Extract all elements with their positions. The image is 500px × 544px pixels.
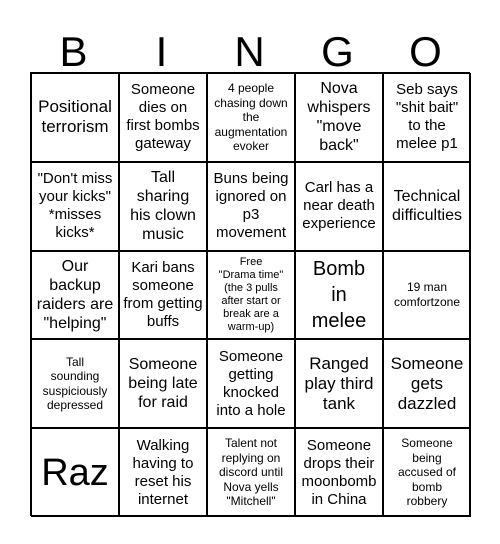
cell-text: Positional terrorism: [38, 97, 112, 137]
header-letter-b: B: [59, 28, 89, 75]
cell-text: Free "Drama time" (the 3 pulls after start or break are a warm-up): [218, 255, 284, 333]
cell-text: Nova whispers "move back": [307, 80, 371, 155]
cell-text: Someone being late for raid: [128, 356, 198, 412]
cell-text: Tall sounding suspiciously depressed: [42, 354, 108, 413]
header-letter-i: I: [155, 28, 169, 75]
cell-text: Our backup raiders are "helping": [36, 257, 114, 332]
header-letter-n: N: [234, 28, 266, 75]
cell-text: 19 man comfortzone: [393, 280, 461, 309]
bingo-cell[interactable]: [383, 339, 471, 428]
bingo-cell[interactable]: [295, 162, 383, 251]
header-letter-o: O: [409, 28, 443, 75]
cell-text: Seb says "shit bait" to the melee p1: [395, 81, 459, 153]
cell-text: Walking having to reset his internet: [132, 436, 194, 508]
bingo-cell[interactable]: [31, 339, 119, 428]
bingo-cell[interactable]: [207, 428, 295, 517]
cell-text: Kari bans someone from getting buffs: [123, 258, 203, 330]
cell-text: Bomb in melee: [311, 257, 367, 332]
bingo-cell[interactable]: [31, 73, 119, 162]
bingo-cell[interactable]: [383, 251, 471, 340]
cell-text: Tall sharing his clown music: [130, 169, 196, 244]
bingo-cell[interactable]: [31, 428, 119, 517]
bingo-cell[interactable]: [295, 251, 383, 340]
cell-text: Talent not replying on discord until Nova yells "Mitchell": [218, 436, 284, 509]
bingo-cell[interactable]: [383, 162, 471, 251]
bingo-cell[interactable]: [119, 339, 207, 428]
bingo-grid: [30, 72, 470, 516]
cell-text: 4 people chasing down the augmentation evoker: [214, 81, 288, 154]
bingo-cell[interactable]: [207, 162, 295, 251]
bingo-cell[interactable]: [383, 428, 471, 517]
bingo-cell free-space[interactable]: [207, 251, 295, 340]
cell-text: Ranged play third tank: [304, 353, 374, 413]
cell-text: Buns being ignored on p3 movement: [213, 170, 289, 242]
header-letter-g: G: [321, 28, 355, 75]
cell-text: Someone being accused of bomb robbery: [397, 436, 457, 509]
cell-text: Carl has a near death experience: [302, 179, 376, 233]
bingo-cell[interactable]: [31, 162, 119, 251]
bingo-cell[interactable]: [207, 73, 295, 162]
cell-text: Someone dies on first bombs gateway: [126, 81, 200, 153]
cell-text: "Don't miss your kicks" *misses kicks*: [37, 170, 113, 242]
bingo-cell[interactable]: [295, 428, 383, 517]
cell-text: Someone drops their moonbomb in China: [301, 436, 377, 508]
bingo-cell[interactable]: [119, 162, 207, 251]
cell-text: Someone gets dazzled: [390, 353, 464, 413]
bingo-cell[interactable]: [383, 73, 471, 162]
bingo-cell[interactable]: [119, 251, 207, 340]
bingo-cell[interactable]: [295, 339, 383, 428]
bingo-cell[interactable]: [119, 428, 207, 517]
bingo-cell[interactable]: [31, 251, 119, 340]
cell-text: Raz: [41, 451, 109, 494]
bingo-cell[interactable]: [295, 73, 383, 162]
bingo-cell[interactable]: [119, 73, 207, 162]
cell-text: Technical difficulties: [392, 188, 462, 225]
bingo-cell[interactable]: [207, 339, 295, 428]
cell-text: Someone getting knocked into a hole: [216, 347, 286, 419]
